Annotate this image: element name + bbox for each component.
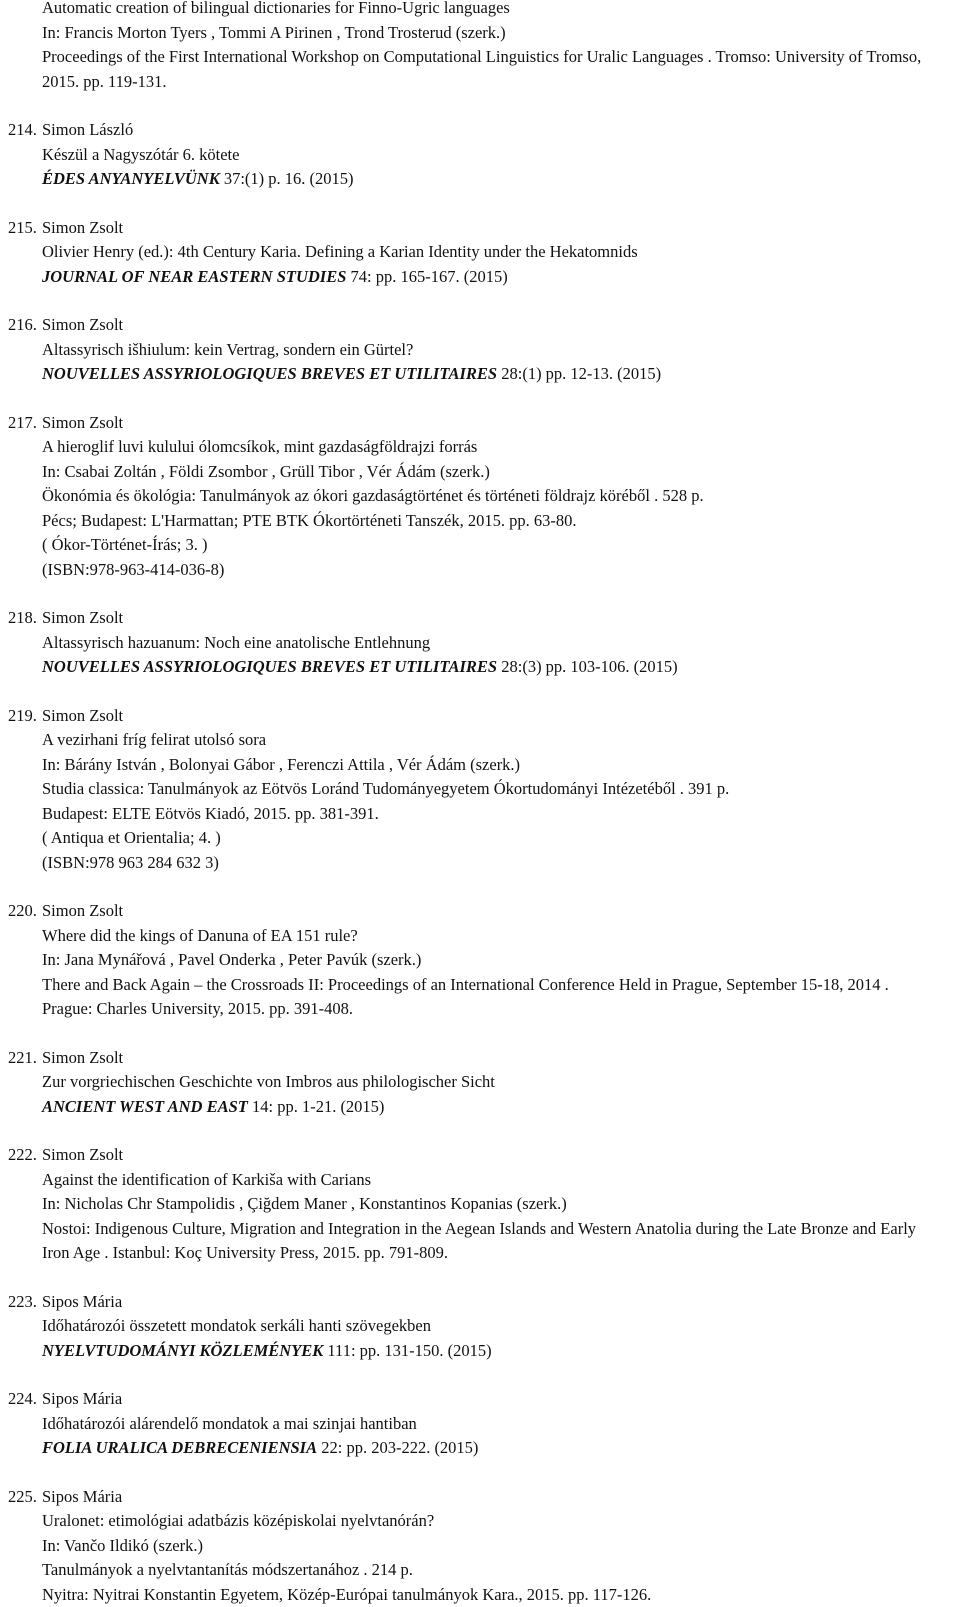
entry-line: Ökonómia és ökológia: Tanulmányok az ókori gazdaságtörténet és történeti földrajz köréből . 528 p. (42, 484, 960, 509)
entry-author: Simon László (42, 118, 960, 143)
entry-source-line (42, 265, 960, 290)
entry-line: ( Ókor-Történet-Írás; 3. ) (42, 533, 960, 558)
entry-number: 219. (8, 704, 42, 729)
bibliography-entry (8, 606, 960, 680)
entry-source-line (42, 167, 960, 192)
entry-author: Simon Zsolt (42, 899, 960, 924)
journal-title: ÉDES ANYANYELVÜNK (42, 169, 220, 188)
entry-spacer (0, 1363, 960, 1387)
entry-line: Pécs; Budapest: L'Harmattan; PTE BTK Ókortörténeti Tanszék, 2015. pp. 63-80. (42, 509, 960, 534)
entry-line: Automatic creation of bilingual dictionaries for Finno-Ugric languages (42, 0, 960, 21)
entry-spacer (0, 387, 960, 411)
bibliography-entry (8, 1046, 960, 1120)
journal-title: NOUVELLES ASSYRIOLOGIQUES BREVES ET UTILITAIRES (42, 657, 497, 676)
journal-title: JOURNAL OF NEAR EASTERN STUDIES (42, 267, 346, 286)
entry-spacer (0, 192, 960, 216)
journal-details: 37:(1) p. 16. (2015) (220, 169, 354, 188)
entry-line: Zur vorgriechischen Geschichte von Imbros aus philologischer Sicht (42, 1070, 960, 1095)
bibliography-entry (8, 313, 960, 387)
entry-source-line (42, 1339, 960, 1364)
entry-author: Simon Zsolt (42, 1046, 960, 1071)
entry-source-line (42, 1095, 960, 1120)
entry-line: Proceedings of the First International Workshop on Computational Linguistics for Uralic Languages . Tromso: University of Tromso, 2015. pp. 119-131. (42, 45, 942, 94)
entry-line: A hieroglif luvi kulului ólomcsíkok, mint gazdaságföldrajzi forrás (42, 435, 960, 460)
entry-number: 215. (8, 216, 42, 241)
bibliography-entry (8, 411, 960, 583)
journal-details: 74: pp. 165-167. (2015) (346, 267, 507, 286)
entry-line: Budapest: ELTE Eötvös Kiadó, 2015. pp. 381-391. (42, 802, 960, 827)
entry-author: Simon Zsolt (42, 411, 960, 436)
entry-number: 218. (8, 606, 42, 631)
journal-title: NOUVELLES ASSYRIOLOGIQUES BREVES ET UTILITAIRES (42, 364, 497, 383)
entry-line: Where did the kings of Danuna of EA 151 rule? (42, 924, 960, 949)
journal-title: FOLIA URALICA DEBRECENIENSIA (42, 1438, 317, 1457)
entry-line: Időhatározói összetett mondatok serkáli hanti szövegekben (42, 1314, 960, 1339)
entry-number: 217. (8, 411, 42, 436)
entry-source-line (42, 362, 960, 387)
entry-line: Nyitra: Nyitrai Konstantin Egyetem, Közép-Európai tanulmányok Kara., 2015. pp. 117-126. (42, 1583, 960, 1607)
entry-line: In: Jana Mynářová , Pavel Onderka , Peter Pavúk (szerk.) (42, 948, 960, 973)
entry-line: Studia classica: Tanulmányok az Eötvös Loránd Tudományegyetem Ókortudományi Intézetéből . 391 p. (42, 777, 960, 802)
entry-author: Sipos Mária (42, 1485, 960, 1510)
entry-spacer (0, 680, 960, 704)
entry-line: In: Francis Morton Tyers , Tommi A Pirinen , Trond Trosterud (szerk.) (42, 21, 960, 46)
bibliography-entry (8, 704, 960, 876)
entry-spacer (0, 1022, 960, 1046)
bibliography-entry (8, 1143, 960, 1266)
journal-details: 14: pp. 1-21. (2015) (248, 1097, 385, 1116)
entry-line: Against the identification of Karkiša with Carians (42, 1168, 960, 1193)
entry-line: (ISBN:978-963-414-036-8) (42, 558, 960, 583)
entry-line: Altassyrisch hazuanum: Noch eine anatolische Entlehnung (42, 631, 960, 656)
entry-author: Sipos Mária (42, 1290, 960, 1315)
entry-number: 225. (8, 1485, 42, 1510)
entry-author: Simon Zsolt (42, 216, 960, 241)
entry-line: Altassyrisch išhiulum: kein Vertrag, sondern ein Gürtel? (42, 338, 960, 363)
entry-author: Simon Zsolt (42, 606, 960, 631)
journal-title: ANCIENT WEST AND EAST (42, 1097, 248, 1116)
entry-spacer (0, 94, 960, 118)
entry-line: Uralonet: etimológiai adatbázis középiskolai nyelvtanórán? (42, 1509, 960, 1534)
entry-source-line (42, 655, 960, 680)
entry-line: There and Back Again – the Crossroads II: Proceedings of an International Conference Held in Prague, September 15-18, 2014 . Prague: Charles University, 2015. pp. 391-408. (42, 973, 942, 1022)
journal-details: 28:(3) pp. 103-106. (2015) (497, 657, 678, 676)
entry-number: 220. (8, 899, 42, 924)
entry-source-line (42, 1436, 960, 1461)
entry-line: A vezirhani fríg felirat utolsó sora (42, 728, 960, 753)
entry-spacer (0, 875, 960, 899)
entry-line: Nostoi: Indigenous Culture, Migration and Integration in the Aegean Islands and Western Anatolia during the Late Bronze and Early Iron Age . Istanbul: Koç University Press, 2015. pp. 791-809. (42, 1217, 942, 1266)
entry-line: (ISBN:978 963 284 632 3) (42, 851, 960, 876)
entry-number: 222. (8, 1143, 42, 1168)
journal-details: 22: pp. 203-222. (2015) (317, 1438, 478, 1457)
bibliography-entry (8, 899, 960, 1022)
entry-author: Simon Zsolt (42, 704, 960, 729)
bibliography-entry (8, 0, 960, 94)
entry-spacer (0, 1119, 960, 1143)
entry-author: Sipos Mária (42, 1387, 960, 1412)
entry-number: 214. (8, 118, 42, 143)
entry-line: Készül a Nagyszótár 6. kötete (42, 143, 960, 168)
entry-line: Tanulmányok a nyelvtantanítás módszertanához . 214 p. (42, 1558, 960, 1583)
journal-title: NYELVTUDOMÁNYI KÖZLEMÉNYEK (42, 1341, 323, 1360)
entry-number: 224. (8, 1387, 42, 1412)
journal-details: 28:(1) pp. 12-13. (2015) (497, 364, 661, 383)
entry-line: In: Bárány István , Bolonyai Gábor , Ferenczi Attila , Vér Ádám (szerk.) (42, 753, 960, 778)
entry-spacer (0, 289, 960, 313)
entry-spacer (0, 1461, 960, 1485)
journal-details: 111: pp. 131-150. (2015) (323, 1341, 491, 1360)
entry-line: Időhatározói alárendelő mondatok a mai szinjai hantiban (42, 1412, 960, 1437)
entry-author: Simon Zsolt (42, 313, 960, 338)
entry-number: 223. (8, 1290, 42, 1315)
bibliography-entry (8, 118, 960, 192)
entry-author: Simon Zsolt (42, 1143, 960, 1168)
entry-number: 216. (8, 313, 42, 338)
bibliography-entry (8, 1387, 960, 1461)
entry-line: Olivier Henry (ed.): 4th Century Karia. Defining a Karian Identity under the Hekatomnids (42, 240, 960, 265)
bibliography-entry (8, 216, 960, 290)
entry-spacer (0, 1266, 960, 1290)
entry-line: In: Csabai Zoltán , Földi Zsombor , Grüll Tibor , Vér Ádám (szerk.) (42, 460, 960, 485)
bibliography-entry (8, 1290, 960, 1364)
entry-line: ( Antiqua et Orientalia; 4. ) (42, 826, 960, 851)
entry-line: In: Nicholas Chr Stampolidis , Çiğdem Maner , Konstantinos Kopanias (szerk.) (42, 1192, 960, 1217)
entry-spacer (0, 582, 960, 606)
entry-number: 221. (8, 1046, 42, 1071)
entry-line: In: Vančo Ildikó (szerk.) (42, 1534, 960, 1559)
bibliography-entry (8, 1485, 960, 1607)
